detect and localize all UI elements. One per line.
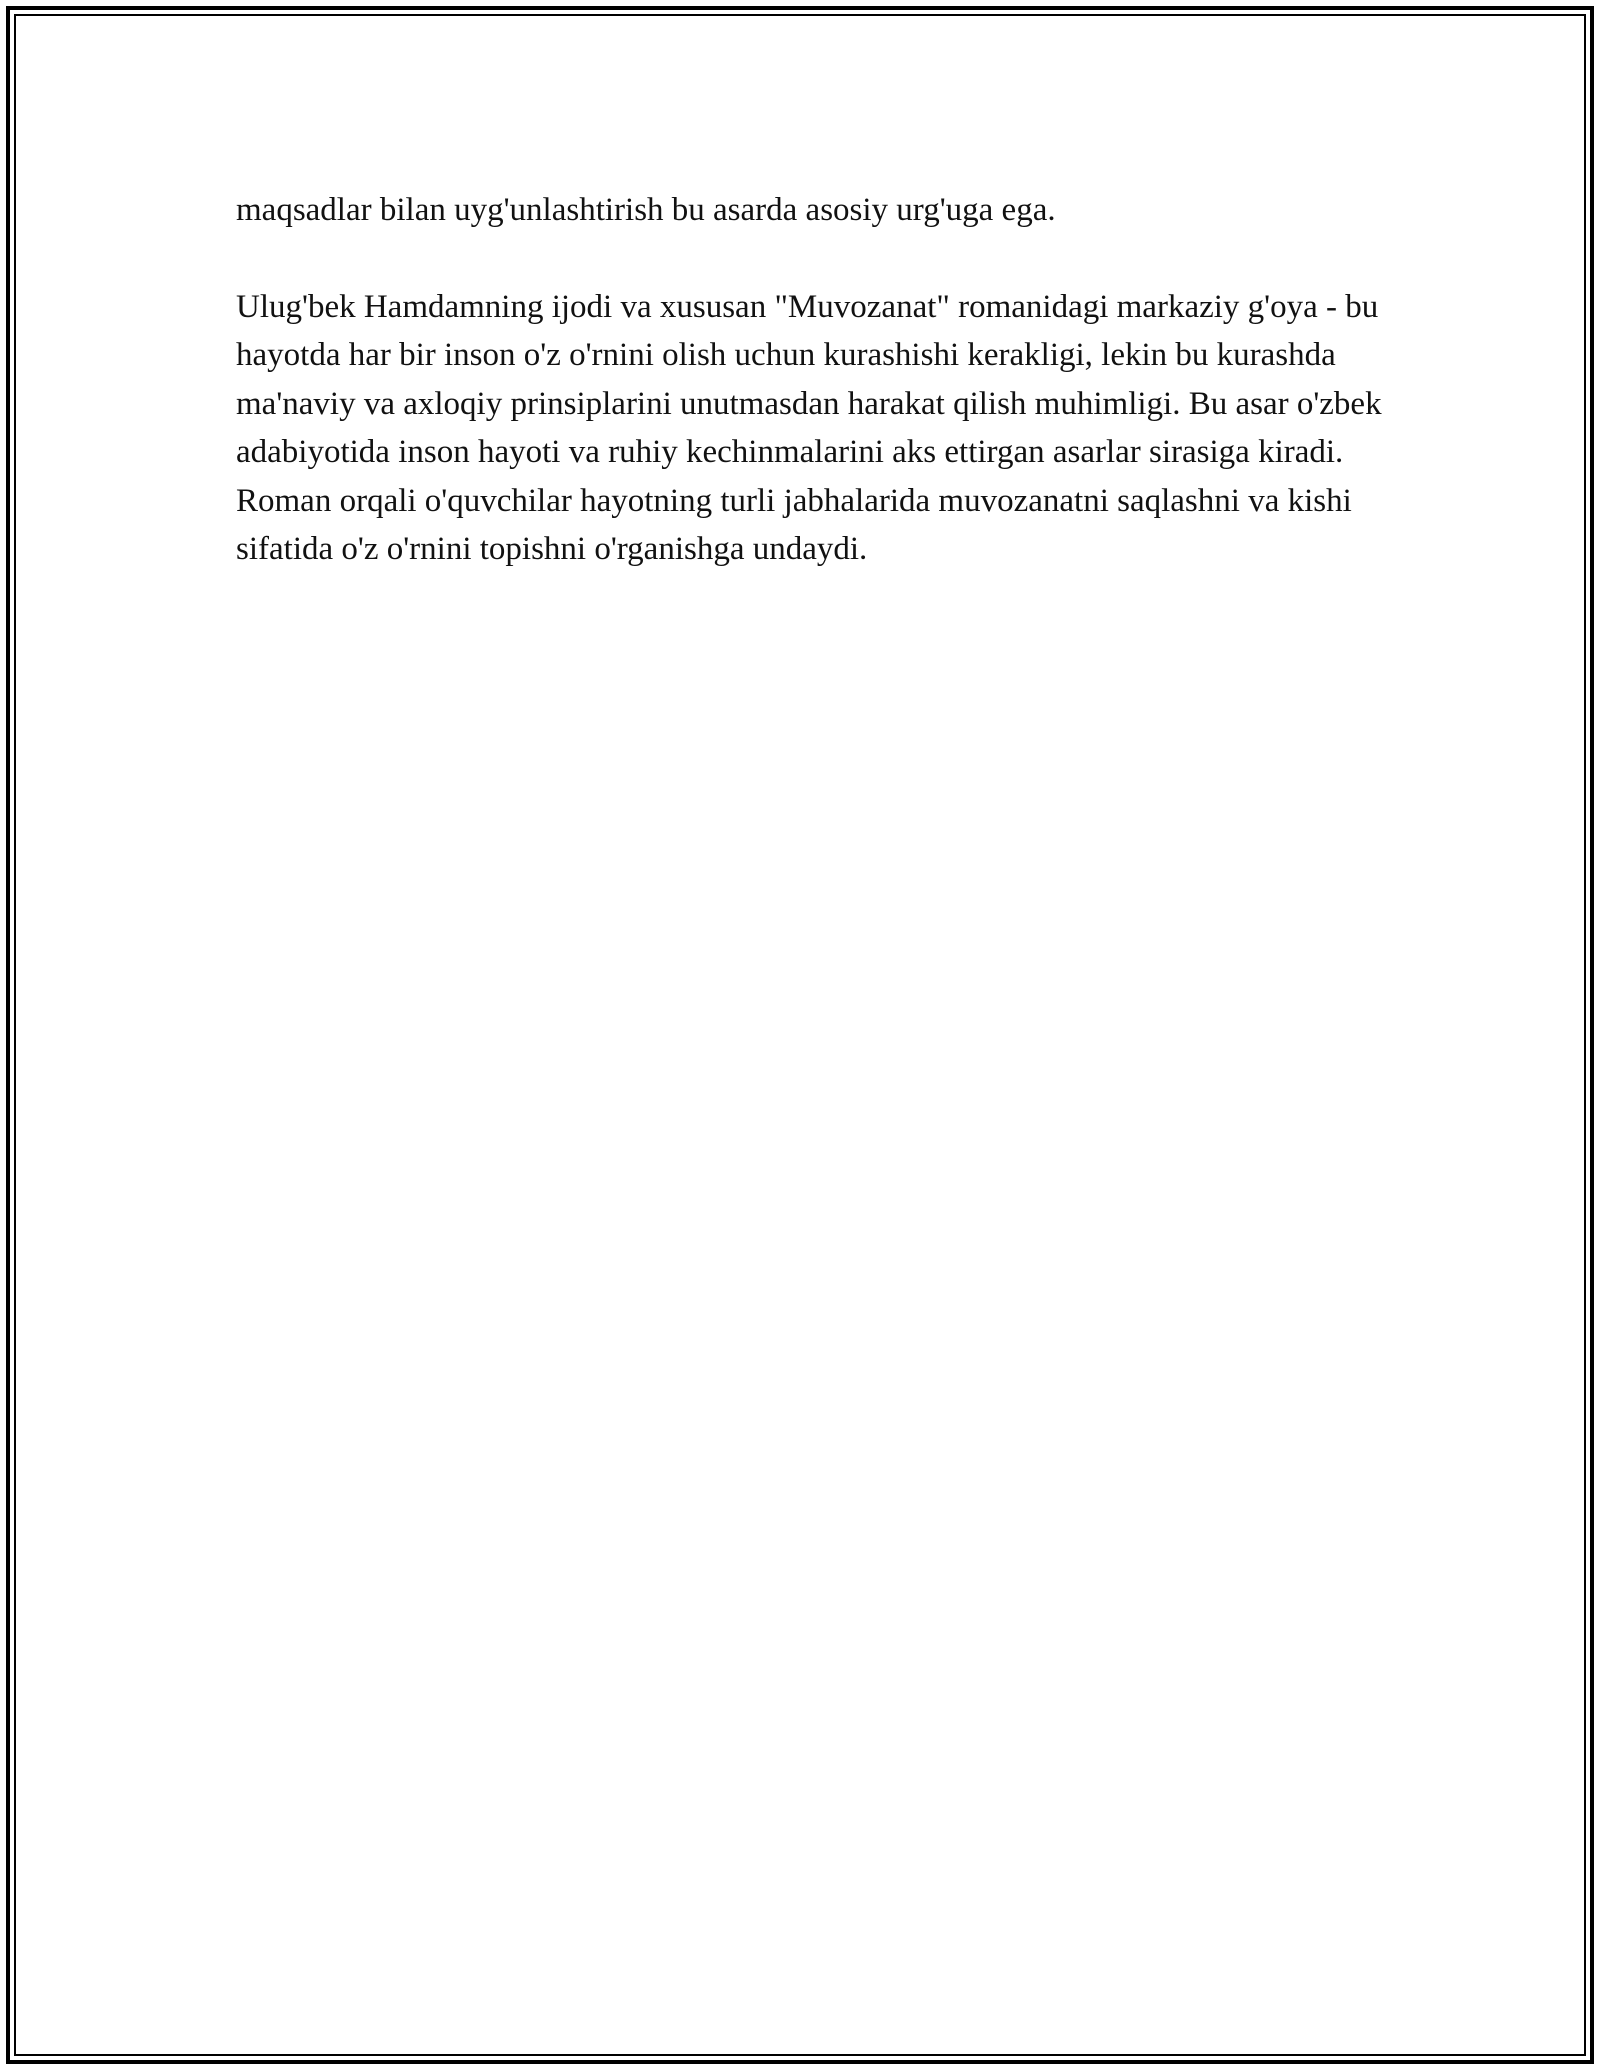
paragraph-continuation: maqsadlar bilan uyg'unlashtirish bu asarda asosiy urg'uga ega. [236, 192, 1056, 228]
paragraph-summary: Ulug'bek Hamdamning ijodi va xususan "Muvozanat" romanidagi markaziy g'oya - bu hayotda har bir inson o'z o'rnini olish uchun kurashishi kerakligi, lekin bu kurashda ma'naviy va axloqiy prinsiplarini unutmasdan harakat qilish muhimligi. Bu asar o'zbek adabiyotida inson hayoti va ruhiy kechinmalarini aks ettirgan asarlar sirasiga kiradi. Roman orqali o'quvchilar hayotning turli jabhalarida muvozanatni saqlashni va kishi sifatida o'z o'rnini topishni o'rganishga undaydi. [236, 288, 1382, 567]
document-body [236, 186, 1396, 574]
